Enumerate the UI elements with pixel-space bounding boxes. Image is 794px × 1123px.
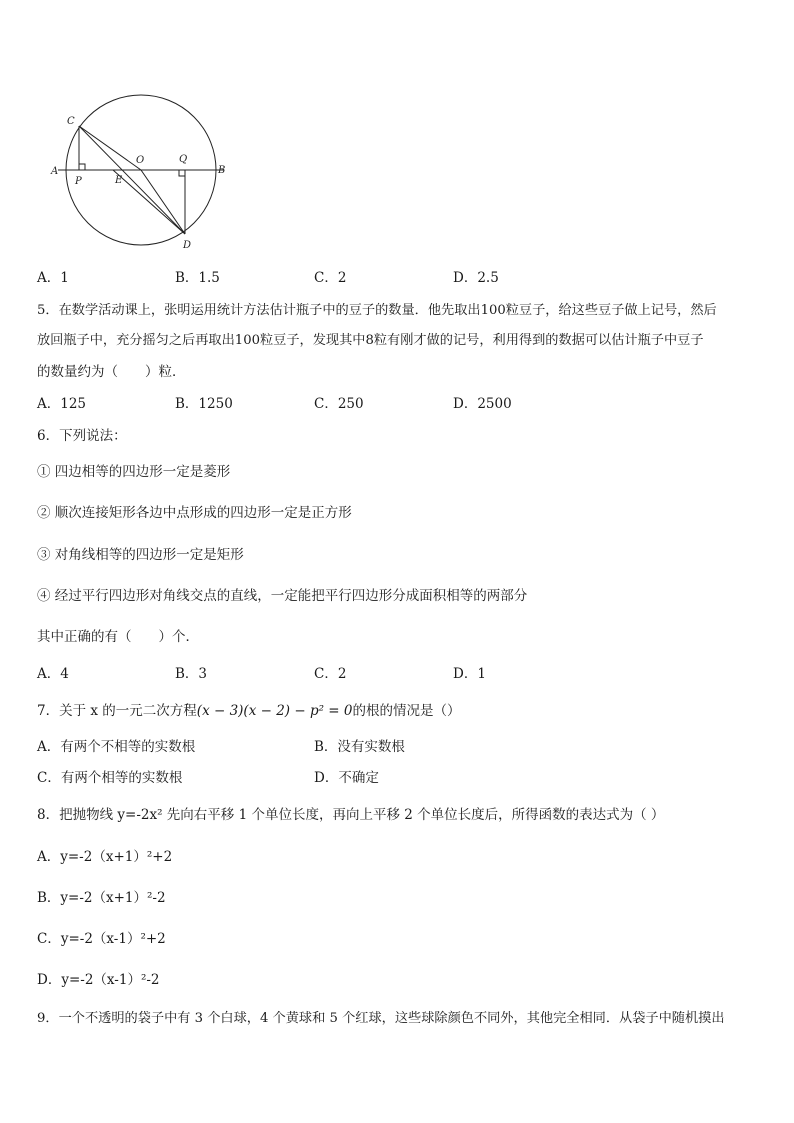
q5-option-a: A．125	[37, 396, 87, 412]
q6-stem: 6．下列说法：	[37, 428, 127, 444]
segment-cd	[79, 126, 188, 234]
q4-option-c: C．2	[314, 270, 347, 286]
q5-option-c: C．250	[314, 396, 364, 412]
q5-option-b: B．1250	[175, 396, 233, 412]
segment-ed	[113, 170, 185, 234]
label-e: E	[115, 175, 123, 186]
q6-option-d: D．1	[453, 666, 486, 682]
right-angle-p	[79, 164, 85, 170]
q6-statement-2: ② 顺次连接矩形各边中点形成的四边形一定是正方形	[37, 505, 352, 521]
q7-equation: (x − 3)(x − 2) − p² = 0	[196, 703, 353, 719]
q7-prefix: 7．关于 x 的一元二次方程	[37, 703, 197, 719]
right-angle-q	[179, 170, 185, 176]
q4-option-d: D．2.5	[453, 270, 499, 286]
label-d: D	[183, 240, 192, 251]
label-q: Q	[179, 154, 188, 165]
q7-option-d: D．不确定	[314, 770, 379, 786]
q7-suffix: 的根的情况是（）	[352, 703, 461, 719]
q6-option-c: C．2	[314, 666, 347, 682]
q8-option-c: C．y=-2（x-1）²+2	[37, 931, 166, 947]
q4-option-a: A．1	[37, 270, 69, 286]
q6-option-a: A．4	[37, 666, 69, 682]
label-a: A	[51, 166, 59, 177]
q4-option-b: B．1.5	[175, 270, 220, 286]
q6-statement-3: ③ 对角线相等的四边形一定是矩形	[37, 547, 244, 563]
label-p: P	[75, 176, 82, 187]
label-b: B	[218, 165, 226, 176]
q7-option-c: C．有两个相等的实数根	[37, 770, 183, 786]
q8-option-a: A．y=-2（x+1）²+2	[37, 849, 173, 865]
q5-stem-line-3: 的数量约为（ ）粒．	[37, 364, 186, 380]
segment-co	[79, 126, 141, 170]
q5-stem-line-2: 放回瓶子中，充分摇匀之后再取出100粒豆子，发现其中8粒有刚才做的记号，利用得到的数据可以估计瓶子中豆子	[37, 333, 704, 348]
q7-option-b: B．没有实数根	[314, 739, 405, 755]
q8-stem: 8．把抛物线 y=-2x² 先向右平移 1 个单位长度，再向上平移 2 个单位长度后，所得函数的表达式为（ ）	[37, 807, 665, 823]
q9-stem: 9．一个不透明的袋子中有 3 个白球，4 个黄球和 5 个红球，这些球除颜色不同外，其他完全相同．从袋子中随机摸出	[37, 1011, 725, 1026]
q6-question: 其中正确的有（ ）个．	[37, 629, 199, 645]
q8-option-b: B．y=-2（x+1）²-2	[37, 890, 166, 906]
label-c: C	[67, 116, 75, 127]
q6-statement-4: ④ 经过平行四边形对角线交点的直线，一定能把平行四边形分成面积相等的两部分	[37, 588, 528, 604]
q5-stem-line-1: 5．在数学活动课上，张明运用统计方法估计瓶子中的豆子的数量．他先取出100粒豆子，给这些豆子做上记号，然后	[37, 303, 717, 318]
q6-option-b: B．3	[175, 666, 208, 682]
label-o: O	[136, 155, 145, 166]
q7-stem	[37, 702, 461, 720]
circle-geometry-figure	[48, 88, 238, 258]
q6-statement-1: ① 四边相等的四边形一定是菱形	[37, 464, 231, 480]
q8-option-d: D．y=-2（x-1）²-2	[37, 972, 160, 988]
q7-option-a: A．有两个不相等的实数根	[37, 739, 196, 755]
segment-od	[141, 170, 185, 234]
q5-option-d: D．2500	[453, 396, 512, 412]
